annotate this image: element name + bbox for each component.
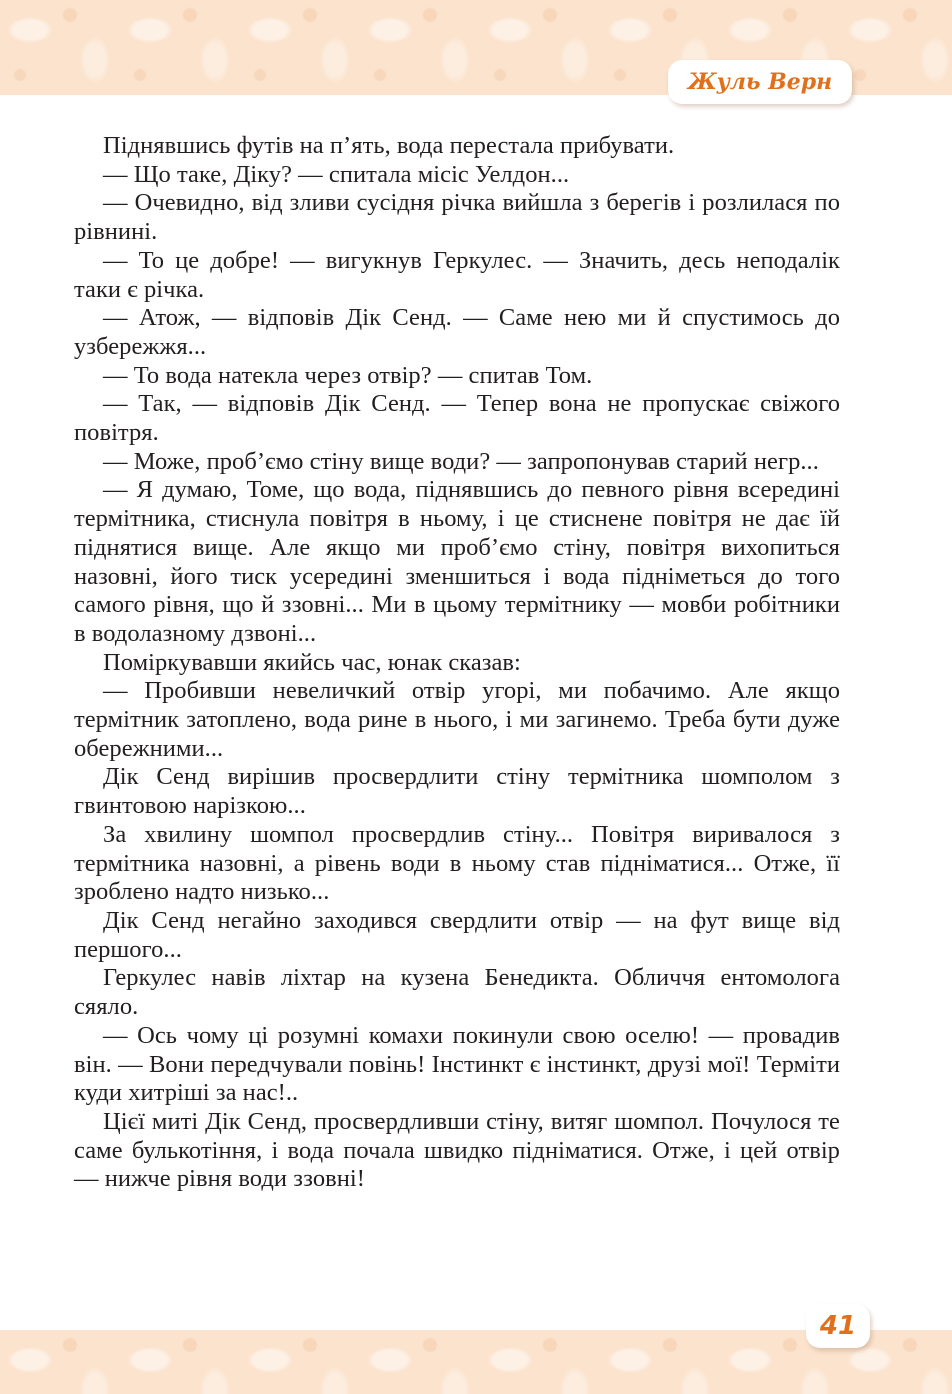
page-number: 41: [806, 1304, 870, 1348]
paragraph: За хвилину шомпол просвердлив стіну... Повітря виривалося з термітника назовні, а рівень води в ньому став підніматися... Отже, її зроблено надто низько...: [74, 820, 840, 906]
paragraph: — То це добре! — вигукнув Геркулес. — Значить, десь неподалік таки є річка.: [74, 246, 840, 303]
paragraph: Геркулес навів ліхтар на кузена Бенедикта. Обличчя ентомолога сяяло.: [74, 964, 840, 1021]
paragraph: — Ось чому ці розумні комахи покинули свою оселю! — провадив він. — Вони передчували повінь! Інстинкт є інстинкт, друзі мої! Терміти куди хитріші за нас!..: [74, 1021, 840, 1107]
paragraph: — То вода натекла через отвір? — спитав Том.: [103, 361, 593, 389]
paragraph: Цієї миті Дік Сенд, просвердливши стіну, витяг шомпол. Почулося те саме булькотіння, і вода почала швидко підніматися. Отже, і цей отвір — нижче рівня води ззовні!: [74, 1107, 840, 1193]
paragraph: — Я думаю, Томе, що вода, піднявшись до певного рівня всередині термітника, стиснула повітря в ньому, і це стиснене повітря не дає їй піднятися вище. Але якщо ми проб’ємо стіну, повітря вихопиться назовні, його тиск усередині зменшиться і вода підніметься до того самого рівня, що й ззовні... Ми в цьому термітнику — мовби робітники в водолазному дзвоні...: [74, 476, 840, 647]
paragraph: — Пробивши невеличкий отвір угорі, ми побачимо. Але якщо термітник затоплено, вода рине в нього, і ми загинемо. Треба бути дуже обережними...: [74, 677, 840, 762]
running-head-author: Жуль Верн: [668, 60, 852, 104]
paragraph: Дік Сенд вирішив просвердлити стіну термітника шомполом з гвинтовою нарізкою...: [74, 763, 840, 820]
page-body: [74, 132, 840, 1194]
paragraph: — Атож, — відповів Дік Сенд. — Саме нею ми й спустимось до узбережжя...: [74, 304, 840, 360]
paragraph: Піднявшись футів на п’ять, вода перестала прибувати.: [103, 132, 675, 159]
paragraph: — Так, — відповів Дік Сенд. — Тепер вона не пропускає свіжого повітря.: [74, 390, 840, 447]
paragraph: — Може, проб’ємо стіну вище води? — запропонував старий негр...: [103, 447, 819, 475]
paragraph: Поміркувавши якийсь час, юнак сказав:: [103, 648, 521, 676]
paragraph: — Що таке, Діку? — спитала місіс Уелдон...: [103, 160, 570, 188]
paragraph: Дік Сенд негайно заходився свердлити отвір — на фут вище від першого...: [74, 906, 840, 963]
paragraph: — Очевидно, від зливи сусідня річка вийшла з берегів і розлилася по рівнині.: [74, 189, 840, 246]
